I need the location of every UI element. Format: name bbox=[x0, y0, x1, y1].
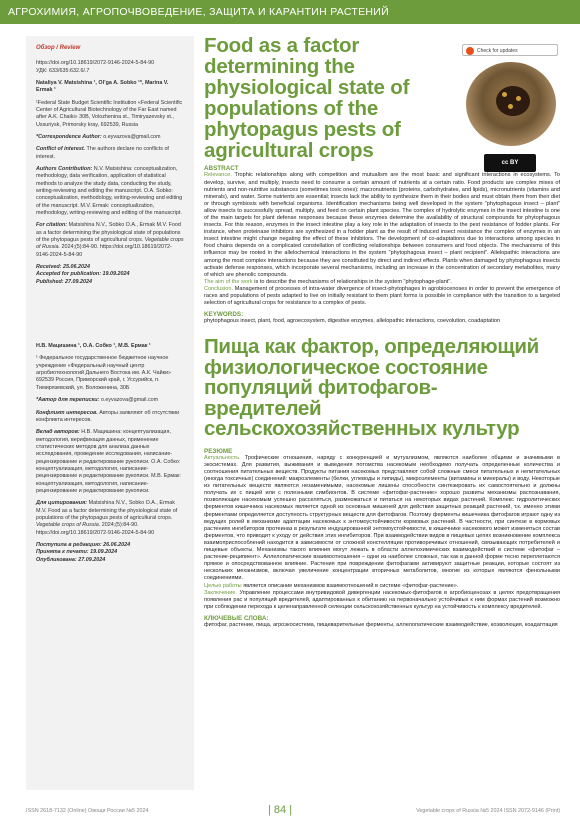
citation-ru-label: Для цитирования: bbox=[36, 500, 88, 507]
conflict-label: Conflict of interest. bbox=[36, 146, 86, 153]
zakl-text: Управление процессами внутривидовой дивергенции насекомых-фитофагов в агробиоценозах в целях предотвращения появления рас и популяций вредителей, адаптированных к обитанию на первоначально устойчивых к ним формах растений возможно при соблюдении перехода к целенаправленной селекции сельскохозяйственных культур на устойчивость к комплексу вредителей. bbox=[204, 589, 560, 610]
abstract-relevance bbox=[204, 172, 560, 278]
authors-en bbox=[36, 80, 184, 95]
correspondence-ru bbox=[36, 397, 184, 404]
title-ru: Пища как фактор, определяющий физиологическое состояние популяций фитофагов-вредителей сельскохозяйственных культур bbox=[204, 335, 539, 441]
correspondence-email[interactable]: o.eyvazova@gmail.com bbox=[103, 133, 161, 140]
keywords-ru: фитофаг, растение, пища, агроэкосистема, пищеварительные ферменты, аллелопатические взаимодействие, коэволюция, коадаптация bbox=[204, 621, 558, 628]
zakl-label: Заключение. bbox=[204, 589, 237, 596]
received-date: Received: 25.06.2024 bbox=[36, 264, 90, 271]
correspondence-en bbox=[36, 134, 184, 141]
keywords-ru-heading: КЛЮЧЕВЫЕ СЛОВА: bbox=[204, 614, 269, 622]
conflict-ru-text: Авторы заявляют об отсутствии конфликта интересов. bbox=[36, 409, 180, 423]
abstract-aim bbox=[204, 279, 560, 286]
citation-en bbox=[36, 222, 184, 259]
citation-ru bbox=[36, 500, 184, 537]
citation-ru-text: Matsishina N.V., Sobko O.A., Ermak M.V. Food as a factor determining the physiological state of populations of the phytopagus pests of agricultural crops. bbox=[36, 500, 178, 521]
accepted-ru-date: Принята к печати: 19.09.2024 bbox=[36, 549, 118, 556]
contribution-label: Authors Contribution: bbox=[36, 165, 93, 172]
contribution-en bbox=[36, 166, 184, 217]
contribution-ru-label: Вклад авторов: bbox=[36, 429, 80, 436]
goal-label: Целью работы bbox=[204, 582, 242, 589]
affiliation-en: ¹Federal State Budget Scientific Institution «Federal Scientific Center of Agricultural Biotechnology of the Far East named after A.K. Chaiki» 30B, Volozhenina st., Timiryazevsky st., Ussuriysk, Primorsky kray, 692539, Russia bbox=[36, 99, 183, 128]
conflict-en bbox=[36, 146, 184, 161]
conflict-ru bbox=[36, 410, 184, 425]
udc-code: УДК: 633/635:632.6/.7 bbox=[36, 67, 90, 74]
check-updates-label: Check for updates bbox=[477, 48, 518, 54]
dates-ru bbox=[36, 542, 184, 564]
title-en: Food as a factor determining the physiological state of populations of the phytopagus pests of agricultural crops bbox=[204, 34, 410, 162]
page-number: | 84 | bbox=[268, 804, 293, 816]
dates-en bbox=[36, 264, 184, 286]
correspondence-ru-email[interactable]: o.eyvazova@gmail.com bbox=[100, 397, 159, 404]
citation-label: For citation: bbox=[36, 222, 68, 229]
page-footer bbox=[26, 804, 560, 818]
doi-url[interactable]: https://doi.org/10.18619/2072-9146-2024-5-84-90 bbox=[36, 60, 155, 67]
footer-left: ISSN 2618-7132 (Online) Овощи России №5 2024 bbox=[26, 808, 149, 814]
keywords-heading: KEYWORDS: bbox=[204, 311, 244, 319]
article-main bbox=[204, 36, 560, 629]
aim-text: is to describe the mechanisms of relationships in the system "phytophage-plant". bbox=[254, 278, 452, 285]
metadata-sidebar bbox=[26, 36, 194, 790]
act-label: Актуальность. bbox=[204, 454, 241, 461]
article-type: Обзор / Review bbox=[36, 45, 81, 51]
relevance-label: Relevance. bbox=[204, 172, 232, 179]
contribution-ru bbox=[36, 429, 184, 495]
resume-goal bbox=[204, 583, 560, 590]
conclusion-label: Conclusion. bbox=[204, 285, 233, 292]
relevance-text: Trophic relationships along with competition and mutualism are the most basic and significant interactions in ecosystems. To develop, survive, and multiply, insects need to consume a certain amount of nutrients at a certain ratio. Food products are complex mixes of nutrients and non-nutritive substances (sometimes toxic ones): macronutrients (proteins, carbohydrates, and lipids), micronutrients (vitamins and minerals), and water. Some nutrients are essential; insects lack the ability to synthesize them in their bodies and must obtain them from their diet or through symbiosis with beneficial organisms. Identification mechanisms being well developed in the system "phytophagous insect – plant" allow insects to successfully spread, multiply, and feed on certain plant species. The complex of hydrolytic enzymes in the insect intestine is one of the main targets for plant defense responses because these enzymes determine the availability of structural compounds for phytophagous insects. For this reason, enzymes in the insect intestine play a key role in the adaptation of insects to the pest resistance of fodder plants. For instance, when proteinase inhibitors are synthesized in a fodder plant as the result of induced insect resistance the complex of enzymes in an insect intestine might change negating the effect of these inhibitors. The development of co-adaptations due to interactions among species in food chains depends on a complicated constellation of conflicting relationships between consumers and food objects. The mechanisms of this influence may be rooted in the allelochemical interactions in the system "phytophagous insect – plant recipient". Allelopathic interactions are among the most complex interactions because they are constituted by direct and indirect effects. Plants when damaged by phytophagous insects activate defense responses, which incorporate several mechanisms, including an increase in the concentration of secondary metabolites, many of which are phenolic compounds. bbox=[204, 172, 560, 278]
affiliation-ru: ¹ Федеральное государственное бюджетное научное учреждение «Федеральный научный центр агробиотехнологий Дальнего Востока им. А.К. Чайки» 692539 Россия, Приморский край, г. Уссурийск, п. Тимирязевский, ул. Воложенина, 30Б bbox=[36, 355, 171, 391]
conclusion-text: Management of processes of intra-water divergence of insect-phytophages in agrobiocenoses in order to prevent the emergence of races and populations of pests adapted to live on initially resistant to them plant forms is possible in compliance with the transition to a targeted selection of agricultural crops for resistance to a complex of pests. bbox=[204, 285, 560, 307]
received-ru-date: Поступила в редакцию: 26.06.2024 bbox=[36, 542, 131, 548]
authors-ru bbox=[36, 343, 184, 350]
abstract-heading: ABSTRACT bbox=[204, 165, 239, 173]
resume-heading: РЕЗЮМЕ bbox=[204, 447, 233, 455]
citation-tail[interactable]: 2024;(5):84-90. https://doi.org/10.18619/2072-9146-2024-5-84-90 bbox=[36, 244, 172, 258]
citation-journal: Vegetable crops of Russia. bbox=[36, 237, 184, 251]
doi-link[interactable] bbox=[36, 60, 184, 75]
contribution-ru-text: Н.В. Мацишина: концептуализация, методология, верификация данных, применение статистических методов для анализа данных исследования, проведение исследования, написание-рецензирование и редактирование рукописи. О.А. Собко: концептуализация, методология, написание-рецензирование и редактирование рукописи. М.В. Ермак: концептуализация, методология, написание-рецензирование и редактирование рукописи. bbox=[36, 429, 181, 494]
aim-label: The aim of the work bbox=[204, 278, 253, 285]
citation-ru-tail[interactable]: 2024;(5):84-90. https://doi.org/10.18619/2072-9146-2024-5-84-90 bbox=[36, 522, 155, 536]
correspondence-label: *Correspondence Author: bbox=[36, 133, 102, 140]
contribution-text: N.V. Matsishina: conceptualization, methodology, data verification, application of statistical methods to analyze the study data, conducting the study, writing-reviewing and editing the manuscript. O.A. Sobko: conceptualization, methodology, writing-reviewing and editing of the manuscript. M.V. Ermak: conceptualization, methodology, writing-reviewing and editing of the manuscript. bbox=[36, 165, 183, 216]
footer-right: Vegetable crops of Russia №5 2024 ISSN 2072-9146 (Print) bbox=[416, 808, 560, 814]
journal-section-header: АГРОХИМИЯ, АГРОПОЧВОВЕДЕНИЕ, ЗАЩИТА И КАРАНТИН РАСТЕНИЙ bbox=[0, 0, 580, 24]
resume-conclusion bbox=[204, 590, 560, 611]
published-ru-date: Опубликована: 27.09.2024 bbox=[36, 556, 106, 563]
citation-text: Matsishina N.V., Sobko O.A., Ermak M.V. Food as a factor determining the physiological state of populations of the phytopagus pests of agricultural crops. bbox=[36, 222, 181, 244]
keywords-en: phytophagous insect, plant, food, agroecosystem, digestive enzymes, allelopathic interactions, coevolution, coadaptation bbox=[204, 318, 501, 325]
conflict-ru-label: Конфликт интересов. bbox=[36, 409, 98, 416]
cc-license-badge[interactable]: cc BY bbox=[484, 154, 536, 172]
authors-en-names: Nataliya V. Matsishina ¹, Ol’ga A. Sobko ¹*, Marina V. Ermak ¹ bbox=[36, 79, 169, 94]
published-date: Published: 27.09.2024 bbox=[36, 278, 93, 285]
goal-text: является описание механизмов взаимоотношений в системе «фитофаг-растение». bbox=[243, 582, 459, 589]
abstract-conclusion bbox=[204, 286, 560, 307]
correspondence-ru-label: *Автор для переписки: bbox=[36, 397, 100, 404]
authors-ru-names: Н.В. Мацишина ¹, О.А. Собко ¹, М.В. Ермак ¹ bbox=[36, 343, 151, 350]
conflict-text: The authors declare no conflicts of interest. bbox=[36, 146, 169, 160]
accepted-date: Accepted for publication: 19.09.2024 bbox=[36, 271, 130, 278]
act-text: Трофические отношения, наряду с конкуренцией и мутуализмом, являются наиболее общими и значимыми в экосистемах. Для развития, выживания и выведения потомства насекомым необходимо получать определенные количества и соотношения питательных веществ. Продукты питания насекомых представляют собой сложные смеси питательных и непитательных (иногда токсичных) соединений: макроэлементы (белки, углеводы и липиды), микроэлементы (витамины и минералы) и воду. Некоторые из питательных веществ являются незаменимыми, насекомые лишены способности синтезировать их самостоятельно и должны получать их с пищей или с полезными симбионтов. В системе «фитофаг-растение» хорошо развиты механизмы распознавания, позволяющие насекомым успешно расселяться, размножаться и питаться на некоторых видах растений. Комплекс гидролитических ферментов кишечника насекомых является одной из основных мишеней для действия защитных реакций растений, т.к. именно этими ферментами определяется доступность структурных веществ для фитофагов. Поэтому ферменты кишечника фитофагов играют одну из ведущих ролей в механизме адаптации насекомых к энтомоустойчивости кормовых растений. В частности, при синтезе в кормовых растениях ингибиторов протеиназ в результате индуцированной энтомоустойчивости, в кишечнике насекомого может изменяться состав ферментов, что приводит к уходу от действия этих ингибиторов. При взаимодействии видов в пищевых цепях возникновение комплекса взаимоприспособлений находится в зависимости от сложной констелляции противоречивых отношений, связывающих потребителей и пищевые объекты. Механизмы такого влияния могут лежать в области аллелохимических взаимодействий в системе «фитофаг – растение-реципиент». Аллелопатические взаимоотношения – одни из наиболее сложных, так как в данной форме тесно переплетаются прямое и опосредствованное влияние. Растения при повреждении фитофагами активируют защитные реакции, которые состоят из нескольких механизмов, включая увеличение концентрации вторичных метаболитов, многие из которых являются фенольными соединениями. bbox=[204, 454, 560, 582]
resume-relevance bbox=[204, 455, 560, 583]
citation-ru-journal: Vegetable crops of Russia. bbox=[36, 522, 101, 529]
